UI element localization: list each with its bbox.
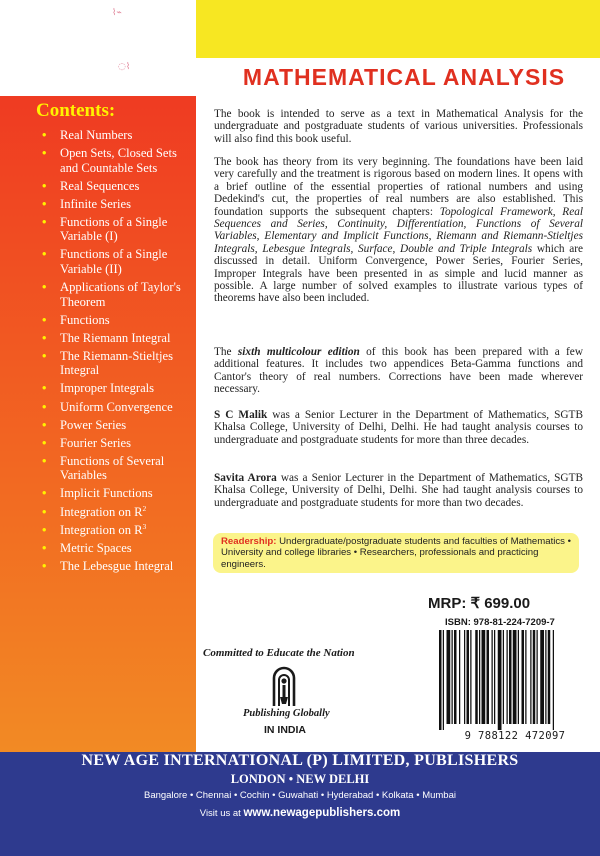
contents-item	[42, 146, 192, 175]
barcode-bar	[447, 630, 451, 724]
bullet-icon: •	[42, 348, 47, 363]
barcode-bar	[545, 630, 546, 724]
contents-heading: Contents:	[36, 100, 116, 121]
contents-item	[42, 505, 192, 520]
contents-item-label: Applications of Taylor's Theorem	[60, 280, 181, 309]
bullet-icon: •	[42, 128, 47, 142]
readership-box	[213, 533, 579, 573]
barcode-bar	[509, 630, 512, 724]
bullet-icon: •	[42, 540, 47, 555]
contents-item-label: Fourier Series	[60, 435, 131, 450]
barcode-bar	[443, 630, 444, 730]
contents-item	[42, 247, 192, 276]
bullet-icon: •	[42, 196, 47, 211]
contents-item-label: The Lebesgue Integral	[60, 558, 174, 573]
contents-item-label: Power Series	[60, 417, 127, 432]
barcode-bar	[513, 630, 517, 724]
contents-item-label: Improper Integrals	[60, 381, 155, 396]
barcode-bar	[492, 630, 493, 724]
barcode-icon	[435, 630, 595, 730]
author-bio-arora	[214, 472, 583, 509]
barcode-bar	[470, 630, 471, 724]
contents-item	[42, 541, 192, 556]
contents-item	[42, 197, 192, 212]
isbn-label: ISBN: 978-81-224-7209-7	[445, 617, 555, 628]
barcode-bar	[530, 630, 531, 724]
bullet-icon: •	[42, 312, 47, 327]
contents-item	[42, 179, 192, 194]
top-left-corner	[0, 0, 196, 96]
edition-text-cont: of this book has been prepared with a few additional features. It includes two appendices Beta-Gamma functions and Cantor's theory of real numbers. Corrections have been made wherever necessary.	[214, 346, 583, 396]
barcode-digits: 9 788122 472097	[464, 730, 566, 742]
contents-item-label: Real Sequences	[60, 178, 140, 193]
description-paragraph-edition	[214, 346, 583, 396]
barcode-bar	[454, 630, 457, 724]
barcode-bar	[498, 630, 502, 730]
publisher-logo-icon	[271, 664, 297, 708]
barcode-bar	[540, 630, 544, 724]
bullet-icon: •	[42, 330, 47, 345]
description-paragraph-theory	[214, 156, 583, 305]
author-name: Savita Arora	[214, 472, 277, 484]
contents-item-superscript: 3	[142, 521, 147, 531]
pen-scribble-mark: ⌇⌁	[112, 8, 122, 18]
bullet-icon: •	[42, 504, 47, 519]
publisher-name: NEW AGE INTERNATIONAL (P) LIMITED, PUBLISHERS	[81, 752, 519, 769]
edition-text: The	[214, 346, 238, 358]
contents-item-label: Implicit Functions	[60, 486, 153, 501]
bullet-icon: •	[42, 486, 47, 501]
barcode-bar	[487, 630, 490, 724]
contents-item-label: Integration on R	[60, 522, 143, 537]
bullet-icon: •	[42, 558, 47, 573]
publisher-tagline: Committed to Educate the Nation	[203, 647, 355, 659]
readership-text: Undergraduate/postgraduate students and faculties of Mathematics • University and college libraries • Researchers, professionals and practicing engineers.	[221, 536, 571, 570]
publisher-slogan: Publishing Globally	[243, 708, 330, 719]
contents-item	[42, 486, 192, 501]
barcode-bar	[553, 630, 554, 730]
barcode-bar	[525, 630, 526, 724]
barcode-bar	[522, 630, 525, 724]
author-bio-malik	[214, 409, 583, 446]
barcode-bar	[494, 630, 495, 724]
pen-scribble-mark: ◌⌇	[118, 62, 131, 72]
contents-item-superscript: 2	[142, 503, 147, 513]
contents-item-label: Uniform Convergence	[60, 399, 173, 414]
bullet-icon: •	[42, 522, 47, 537]
barcode-bar	[459, 630, 460, 724]
bullet-icon: •	[42, 247, 47, 262]
contents-item	[42, 313, 192, 328]
bullet-icon: •	[42, 453, 47, 468]
contents-item-label: Real Numbers	[60, 128, 133, 142]
contents-item-label: Functions	[60, 312, 110, 327]
barcode-bar	[518, 630, 519, 724]
barcode-bar	[467, 630, 470, 724]
contents-item	[42, 215, 192, 244]
barcode-bar	[464, 630, 465, 724]
readership-label: Readership:	[221, 536, 277, 547]
contents-item-label: The Riemann Integral	[60, 330, 171, 345]
contents-item	[42, 418, 192, 433]
author-bio-text: was a Senior Lecturer in the Department of Mathematics, SGTB Khalsa College, University of Delhi, Delhi. She had taught analysis courses to undergraduate and postgraduate students for more than two decades.	[214, 472, 584, 509]
contents-item-label: Infinite Series	[60, 196, 131, 211]
publisher-website	[0, 807, 600, 819]
edition-highlight: sixth multicolour edition	[237, 346, 360, 358]
contents-item-label: The Riemann-Stieltjes Integral	[60, 348, 173, 378]
bullet-icon: •	[42, 381, 47, 396]
price-label: MRP: ₹ 699.00	[428, 595, 531, 612]
bullet-icon: •	[42, 399, 47, 414]
barcode-bar	[503, 630, 504, 724]
contents-item	[42, 454, 192, 483]
bullet-icon: •	[42, 214, 47, 229]
contents-item	[42, 523, 192, 538]
theory-text-cont: which are discussed in detail. Uniform Convergence, Power Series, Fourier Series, Improper Integrals have been presented in as simple and lucid manner as possible. A large number of solved examples to illustrate various types of theorems have also been included.	[214, 242, 584, 305]
contents-item	[42, 349, 192, 378]
barcode-bar	[533, 630, 536, 724]
author-name: S C Malik	[214, 409, 268, 421]
contents-item-label: Functions of Several Variables	[60, 453, 165, 483]
contents-item	[42, 331, 192, 346]
contents-item	[42, 559, 192, 574]
contents-list	[42, 128, 192, 577]
description-paragraph-intro: The book is intended to serve as a text in Mathematical Analysis for the undergraduate and postgraduate students of various universities. Professionals will also find this book useful.	[214, 108, 583, 145]
book-title: MATHEMATICAL ANALYSIS	[242, 64, 566, 90]
bullet-icon: •	[42, 146, 47, 161]
chapter-list-italic: Topological Framework, Real Sequences and Series, Continuity, Differentiation, Functions of Several Variables, Elementary and Implicit Functions, Riemann and Riemann-Stieltjes Integrals, Lebesgue Integrals, Surface, Double and Triple Integrals	[214, 205, 584, 255]
barcode-bar	[548, 630, 551, 724]
author-bio-text: was a Senior Lecturer in the Department of Mathematics, SGTB Khalsa College, University of Delhi, Delhi. He had taught analysis courses to undergraduate and postgraduate students for more than three decades.	[214, 409, 583, 446]
bullet-icon: •	[42, 417, 47, 432]
barcode-bar	[479, 630, 480, 724]
bullet-icon: •	[42, 178, 47, 193]
barcode-bar	[439, 630, 442, 730]
contents-item-label: Functions of a Single Variable (II)	[60, 247, 168, 276]
barcode-bar	[452, 630, 453, 724]
contents-item	[42, 128, 192, 143]
contents-item-label: Functions of a Single Variable (I)	[60, 214, 168, 244]
publisher-branches: Bangalore • Chennai • Cochin • Guwahati • Hyderabad • Kolkata • Mumbai	[144, 790, 456, 801]
bullet-icon: •	[42, 280, 47, 295]
contents-item	[42, 381, 192, 396]
barcode-bar	[482, 630, 486, 724]
contents-item	[42, 400, 192, 415]
website-link[interactable]: www.newagepublishers.com	[243, 807, 401, 819]
theory-text: The book has theory from its very beginning. The foundations have been laid very carefully and the treatment is rigorous based on modern lines. It opens with a brief outline of the essential properties of rational numbers and using Dedekind's cut, the properties of real numbers are also established. This foundation supports the subsequent chapters:	[214, 156, 583, 218]
barcode-bar	[537, 630, 538, 724]
contents-item	[42, 280, 192, 309]
contents-item	[42, 436, 192, 451]
barcode-bar	[475, 630, 478, 724]
website-prefix: Visit us at	[199, 808, 244, 819]
bullet-icon: •	[42, 435, 47, 450]
contents-item-label: Metric Spaces	[60, 540, 132, 555]
barcode-bar	[507, 630, 508, 724]
top-yellow-band	[196, 0, 600, 58]
contents-item-label: Open Sets, Closed Sets and Countable Sets	[60, 146, 177, 175]
publisher-country: IN INDIA	[264, 724, 306, 736]
publisher-cities: LONDON • NEW DELHI	[230, 772, 370, 786]
contents-item-label: Integration on R	[60, 504, 143, 519]
